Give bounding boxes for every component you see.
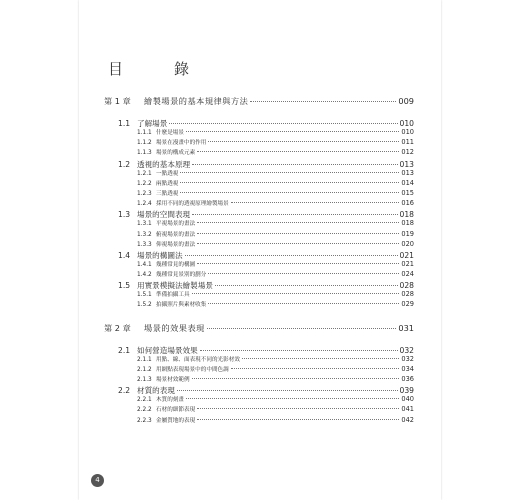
dot-leader: [192, 378, 400, 379]
toc-subsection[interactable]: [104, 260, 414, 270]
dot-leader: [192, 214, 397, 215]
toc-chapter[interactable]: [104, 323, 414, 335]
entry-page: 028: [401, 290, 414, 299]
num: 2.2.2: [137, 407, 152, 414]
dot-leader: [197, 419, 399, 420]
entry-page: 021: [399, 250, 414, 260]
entry-page: 036: [401, 375, 414, 383]
toc-section[interactable]: [104, 118, 414, 128]
dot-leader: [186, 398, 399, 399]
entry-title: 三點透視: [156, 190, 179, 197]
entry-page: 015: [401, 188, 414, 197]
num: 2.1.3: [137, 377, 152, 383]
num: 1.2.4: [137, 201, 152, 208]
toc-subsection[interactable]: [104, 270, 414, 280]
dot-leader: [231, 368, 400, 369]
entry-title: 平視場景的畫法: [156, 221, 196, 228]
toc-subsection[interactable]: [104, 179, 414, 189]
num: 2.1.2: [137, 366, 152, 373]
dot-leader: [215, 285, 398, 286]
entry-title: 準備拍攝工具: [156, 292, 190, 299]
dot-leader: [186, 131, 399, 132]
entry-title: 什麼是場景: [156, 130, 184, 136]
entry-page: 013: [399, 159, 414, 169]
dot-leader: [180, 182, 399, 183]
page-title: 目 錄: [108, 60, 208, 78]
dot-leader: [208, 303, 399, 304]
entry-title: 金屬質地的表現: [156, 417, 196, 424]
entry-page: 011: [401, 138, 414, 147]
toc-subsection[interactable]: [104, 405, 414, 415]
dot-leader: [197, 222, 399, 223]
toc-subsection[interactable]: [104, 138, 414, 148]
entry-page: 024: [401, 270, 414, 279]
entry-title: 仰視場景的畫法: [156, 241, 196, 248]
entry-title: 場景在漫畫中的作用: [156, 140, 207, 147]
num: 1.2: [118, 159, 131, 169]
dot-leader: [192, 293, 400, 294]
toc-subsection[interactable]: [104, 128, 414, 138]
entry-page: 010: [401, 128, 414, 136]
entry-title: 場景的構圖法: [137, 250, 183, 260]
entry-page: 032: [401, 354, 414, 363]
num: 1.1.2: [137, 140, 152, 147]
entry-page: 013: [401, 168, 414, 177]
entry-page: 041: [401, 405, 414, 414]
num: 1.2.3: [137, 190, 152, 197]
dot-leader: [197, 263, 399, 264]
entry-page: 014: [401, 178, 414, 187]
dot-leader: [180, 172, 399, 173]
dot-leader: [197, 408, 399, 409]
dot-leader: [207, 328, 397, 329]
entry-page: 009: [398, 96, 414, 106]
entry-title: 材質的表現: [137, 386, 175, 396]
toc-chapter[interactable]: [104, 96, 414, 108]
num: 1.4: [118, 250, 131, 260]
dot-leader: [208, 141, 399, 142]
dot-leader: [200, 350, 398, 351]
dot-leader: [231, 202, 400, 203]
entry-page: 018: [399, 210, 414, 220]
toc-subsection[interactable]: [104, 300, 414, 310]
entry-page: 012: [401, 148, 414, 157]
dot-leader: [177, 390, 398, 391]
toc-subsection[interactable]: [104, 219, 414, 229]
entry-title: 俯視場景的畫法: [156, 231, 196, 238]
dot-leader: [169, 123, 397, 124]
entry-title: 幾種常見景別的劃分: [156, 272, 207, 279]
num: 1.1.3: [137, 150, 152, 157]
toc-section[interactable]: [104, 280, 414, 290]
entry-page: 031: [398, 322, 414, 333]
dot-leader: [192, 164, 397, 165]
toc-subsection[interactable]: [104, 240, 414, 250]
entry-page: 020: [401, 239, 414, 248]
toc-section[interactable]: [104, 159, 414, 169]
num: 2.1.1: [137, 356, 152, 363]
num: 1.1.1: [137, 130, 152, 136]
entry-title: 場景的構成元素: [156, 150, 196, 157]
dot-leader: [208, 273, 399, 274]
entry-title: 一點透視: [156, 170, 179, 177]
toc-subsection[interactable]: [104, 416, 414, 426]
entry-title: 用點、線、面表現不同的光影材效: [156, 356, 240, 363]
entry-title: 幾種常見的構圖: [156, 261, 196, 268]
entry-page: 029: [401, 300, 414, 309]
entry-page: 016: [401, 199, 414, 208]
entry-title: 繪製場景的基本規律與方法: [144, 96, 249, 106]
num: 2.2: [118, 386, 131, 396]
entry-page: 039: [399, 386, 414, 396]
dot-leader: [197, 243, 399, 244]
entry-title: 透視的基本原理: [137, 159, 191, 169]
table-of-contents: [104, 96, 414, 426]
entry-page: 018: [401, 219, 414, 228]
toc-subsection[interactable]: [104, 189, 414, 199]
num: 2.2.3: [137, 417, 152, 424]
num: 1.2.2: [137, 180, 152, 187]
entry-title: 拍攝照片與素材收集: [156, 302, 207, 309]
entry-title: 用實景模擬法繪製場景: [137, 281, 213, 291]
num: 1.5.2: [137, 302, 152, 309]
toc-subsection[interactable]: [104, 169, 414, 179]
entry-page: 040: [401, 395, 414, 404]
num: 2.1: [118, 345, 131, 355]
toc-section[interactable]: [104, 209, 414, 219]
num: 2.2.1: [137, 397, 152, 404]
num: 1.3.1: [137, 221, 152, 228]
toc-subsection[interactable]: [104, 395, 414, 405]
toc-subsection[interactable]: [104, 230, 414, 240]
num: 第 2 章: [104, 322, 131, 333]
dot-leader: [180, 192, 399, 193]
entry-title: 如何營造場景效果: [137, 345, 198, 355]
entry-title: 石材的細節表現: [156, 407, 196, 414]
num: 1.3.3: [137, 241, 152, 248]
toc-section[interactable]: [104, 250, 414, 260]
toc-subsection[interactable]: [104, 199, 414, 209]
entry-page: 028: [399, 281, 414, 291]
toc-subsection[interactable]: [104, 355, 414, 365]
num: 1.3: [118, 210, 131, 220]
toc-section[interactable]: [104, 345, 414, 355]
entry-title: 用網點表現場景中的中間色調: [156, 366, 229, 373]
page-number-badge: 4: [91, 474, 104, 487]
num: 第 1 章: [104, 96, 131, 106]
toc-section[interactable]: [104, 385, 414, 395]
entry-title: 木質的刻畫: [156, 397, 184, 404]
entry-page: 010: [399, 119, 414, 128]
dot-leader: [197, 233, 399, 234]
dot-leader: [250, 101, 396, 102]
num: 1.5: [118, 281, 131, 291]
toc-subsection[interactable]: [104, 375, 414, 385]
toc-subsection[interactable]: [104, 148, 414, 158]
entry-page: 019: [401, 229, 414, 238]
dot-leader: [242, 358, 399, 359]
entry-title: 採用不同的透視原理繪製場景: [156, 201, 229, 208]
entry-title: 場景的效果表現: [144, 322, 205, 333]
num: 1.1: [118, 119, 131, 128]
num: 1.2.1: [137, 170, 152, 177]
dot-leader: [197, 151, 399, 152]
entry-page: 042: [401, 415, 414, 424]
toc-subsection[interactable]: [104, 365, 414, 375]
entry-page: 021: [401, 259, 414, 268]
entry-title: 了解場景: [137, 119, 168, 128]
toc-subsection[interactable]: [104, 290, 414, 300]
entry-title: 場景的空間表現: [137, 210, 191, 220]
num: 1.5.1: [137, 292, 152, 299]
num: 1.4.1: [137, 261, 152, 268]
entry-title: 兩點透視: [156, 180, 179, 187]
entry-page: 034: [401, 364, 414, 373]
num: 1.4.2: [137, 272, 152, 279]
entry-title: 場景材效範例: [156, 377, 190, 383]
entry-page: 032: [399, 345, 414, 355]
num: 1.3.2: [137, 231, 152, 238]
dot-leader: [185, 255, 398, 256]
